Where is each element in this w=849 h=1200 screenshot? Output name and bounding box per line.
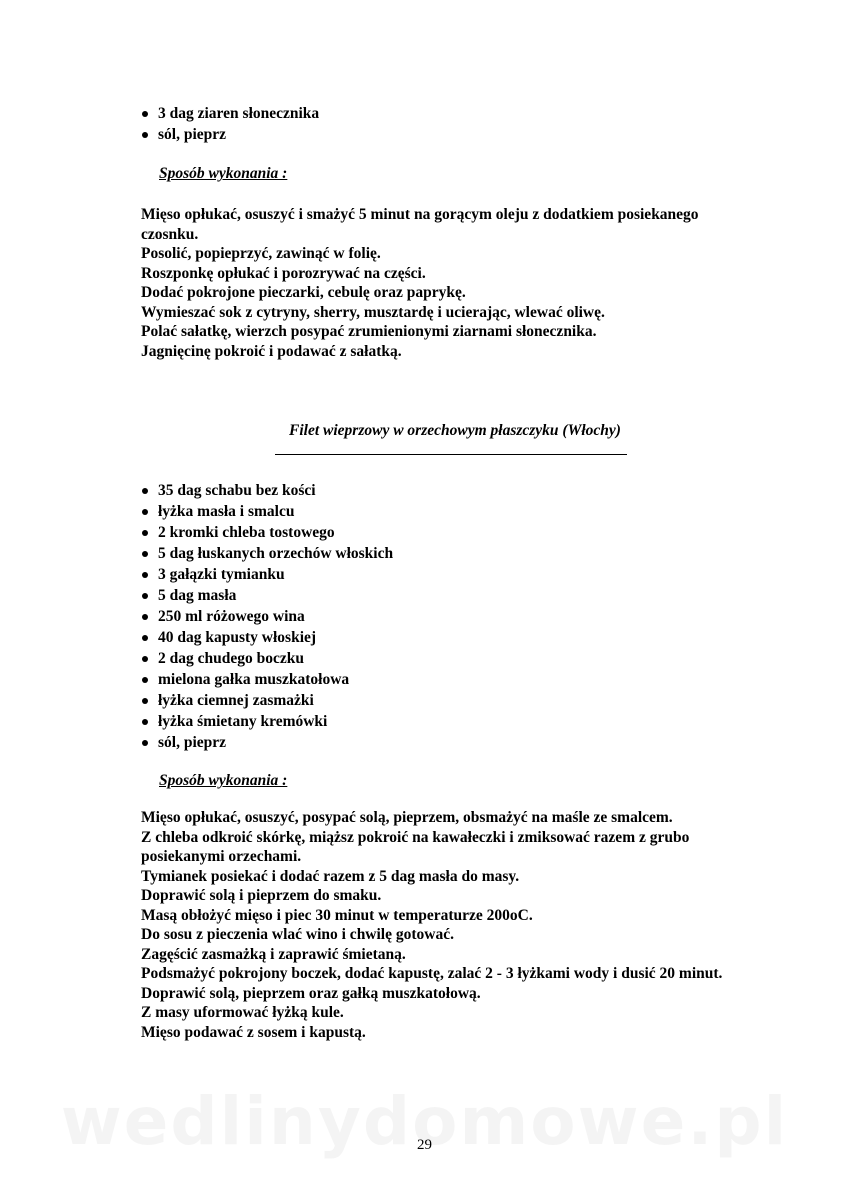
method-line: Roszponkę opłukać i porozrywać na części. [141,264,426,282]
list-item: 2 dag chudego boczku [140,648,393,669]
list-item: łyżka masła i smalcu [140,501,393,522]
method-line: Mięso opłukać, osuszyć i smażyć 5 minut na gorącym oleju z dodatkiem posiekanego [141,206,699,223]
list-item: 5 dag łuskanych orzechów włoskich [140,543,393,564]
list-item: 5 dag masła [140,585,393,606]
method-line: czosnku. [141,225,199,243]
method-line: Doprawić solą i pieprzem do smaku. [141,887,382,904]
recipe1-method-heading: Sposób wykonania : [159,165,288,182]
method-line: Mięso podawać z sosem i kapustą. [141,1023,366,1041]
method-line: Dodać pokrojone pieczarki, cebulę oraz paprykę. [141,284,466,301]
list-item: łyżka ciemnej zasmażki [140,690,393,711]
list-item: 2 kromki chleba tostowego [140,522,393,543]
list-item: 3 gałązki tymianku [140,564,393,585]
method-line: posiekanymi orzechami. [141,848,302,865]
recipe2-ingredient-list [140,480,393,753]
method-line: Do sosu z pieczenia wlać wino i chwilę gotować. [141,926,454,943]
title-underline-divider [275,454,627,455]
recipe2-method-heading: Sposób wykonania : [159,772,288,789]
list-item: 3 dag ziaren słonecznika [140,103,319,124]
method-line: Zagęścić zasmażką i zaprawić śmietaną. [141,945,406,963]
list-item: 35 dag schabu bez kości [140,480,393,501]
recipe2-method-text [141,808,801,1042]
list-item: sól, pieprz [140,124,319,145]
page-number: 29 [417,1137,432,1153]
list-item: łyżka śmietany kremówki [140,711,393,732]
list-item: 40 dag kapusty włoskiej [140,627,393,648]
method-line: Tymianek posiekać i dodać razem z 5 dag masła do masy. [141,867,520,885]
method-line: Masą obłożyć mięso i piec 30 minut w temperaturze 200oC. [141,906,533,924]
list-item: sól, pieprz [140,732,393,753]
list-item: mielona gałka muszkatołowa [140,669,393,690]
recipe2-title: Filet wieprzowy w orzechowym płaszczyku (Włochy) [289,422,621,439]
method-line: Z chleba odkroić skórkę, miąższ pokroić na kawałeczki i zmiksować razem z grubo [141,828,690,846]
method-line: Posolić, popieprzyć, zawinąć w folię. [141,245,381,262]
method-line: Wymieszać sok z cytryny, sherry, musztardę i ucierając, wlewać oliwę. [141,303,605,321]
method-line: Podsmażyć pokrojony boczek, dodać kapustę, zalać 2 - 3 łyżkami wody i dusić 20 minut. [141,965,723,982]
recipe1-method-text [141,205,801,361]
method-line: Doprawić solą, pieprzem oraz gałką muszkatołową. [141,984,481,1002]
method-line: Mięso opłukać, osuszyć, posypać solą, pieprzem, obsmażyć na maśle ze smalcem. [141,809,673,826]
method-line: Polać sałatkę, wierzch posypać zrumienionymi ziarnami słonecznika. [141,323,597,340]
method-line: Z masy uformować łyżką kule. [141,1004,344,1021]
list-item: 250 ml różowego wina [140,606,393,627]
recipe1-ingredient-list [140,103,319,145]
method-line: Jagnięcinę pokroić i podawać z sałatką. [141,342,402,360]
